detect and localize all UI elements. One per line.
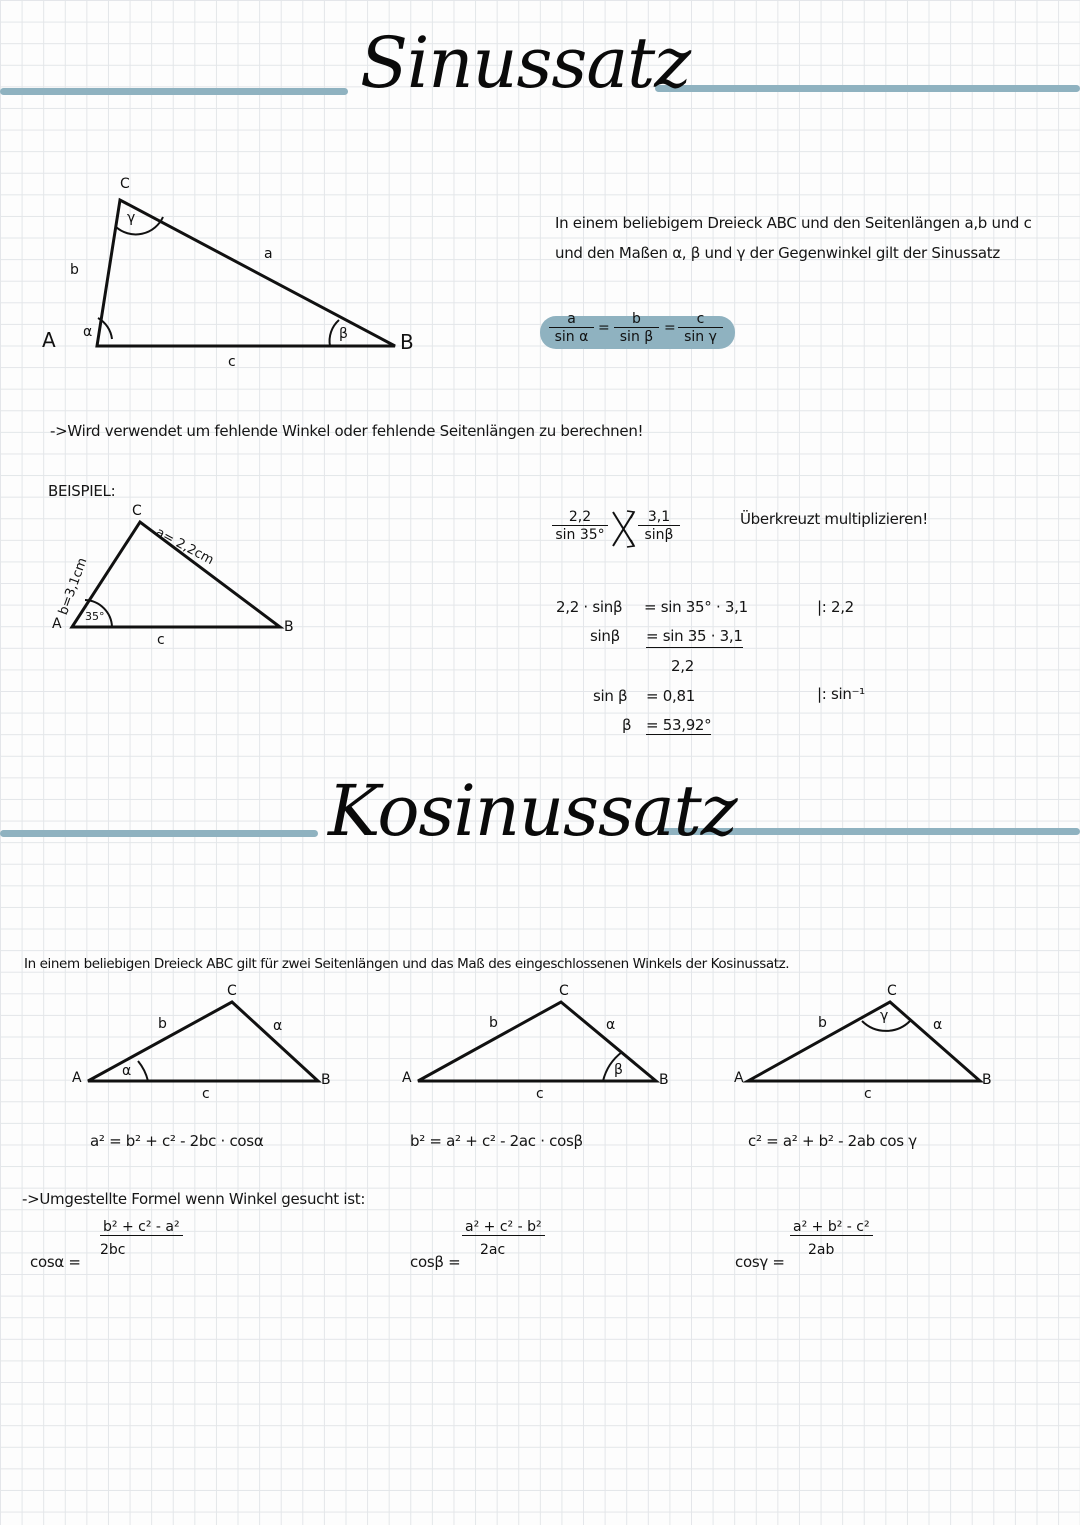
kt2-vertex-b: B <box>659 1072 669 1088</box>
step3-lhs: sin β <box>593 687 628 705</box>
step2-lhs: sinβ <box>590 627 620 645</box>
kt3-vertex-c: C <box>887 983 897 999</box>
kt3-vertex-b: B <box>982 1072 992 1088</box>
sinus-side-c: c <box>228 354 236 370</box>
kt1-side-alpha: α <box>273 1018 283 1034</box>
kt2-formula: b² = a² + c² - 2ac · cosβ <box>410 1132 583 1150</box>
kt2-side-b: b <box>489 1015 498 1031</box>
kt2-side-c: c <box>536 1086 544 1102</box>
cross-frac-left: $\frac{2,2}{\sin 35^\circ}$ <box>552 509 608 543</box>
cross-note: Überkreuzt multiplizieren! <box>740 510 928 528</box>
step3-rhs: = 0,81 <box>646 687 695 705</box>
sinus-vertex-b: B <box>400 330 414 354</box>
sinus-side-b: b <box>70 262 79 278</box>
step1-op: |: 2,2 <box>817 598 854 616</box>
sinus-side-a: a <box>264 246 273 262</box>
sinus-angle-alpha: α <box>83 324 93 340</box>
kosinus-title: Kosinussatz <box>328 770 737 852</box>
example-side-a-length: a= 2,2cm <box>152 525 217 569</box>
example-label: BEISPIEL: <box>48 482 116 500</box>
sinus-formula-frac-c: $\frac{c}{\text{sin γ}}$ <box>678 311 723 345</box>
rearr2-lhs: cosβ = <box>410 1253 461 1271</box>
kt3-side-b: b <box>818 1015 827 1031</box>
step4-rhs: = 53,92° <box>646 716 712 734</box>
sinus-angle-beta: β <box>339 326 348 342</box>
rearr3-lhs: cosγ = <box>735 1253 785 1271</box>
kt3-side-c: c <box>864 1086 872 1102</box>
sinus-intro-line2: und den Maßen α, β und γ der Gegenwinkel gilt der Sinussatz <box>555 244 1000 262</box>
example-side-b-length: b=3,1cm <box>56 555 91 618</box>
kosinus-intro: In einem beliebigen Dreieck ABC gilt für zwei Seitenlängen und das Maß des eingeschlossenen Winkels der Kosinussatz. <box>24 956 790 972</box>
rearr1-lhs: cosα = <box>30 1253 81 1271</box>
sinus-formula-eq2: = <box>664 320 676 336</box>
sinus-angle-gamma: γ <box>127 210 136 226</box>
rearr3-frac: $\frac{\text{a² + b² - c²}}{2ab}$ <box>790 1219 873 1258</box>
kt1-side-b: b <box>158 1016 167 1032</box>
kt1-angle: α <box>122 1063 132 1079</box>
example-side-c: c <box>157 632 165 648</box>
sinus-usage: ->Wird verwendet um fehlende Winkel oder fehlende Seitenlängen zu berechnen! <box>50 422 644 440</box>
kt3-angle: γ <box>880 1008 889 1024</box>
sinus-formula-eq1: = <box>598 320 610 336</box>
kt3-vertex-a: A <box>734 1070 744 1086</box>
kt1-vertex-c: C <box>227 983 237 999</box>
sinus-formula-frac-a: $\frac{a}{\text{sin α}}$ <box>549 311 594 345</box>
kt3-side-alpha: α <box>933 1017 943 1033</box>
step1-lhs: 2,2 · sinβ <box>556 598 623 616</box>
kt2-vertex-c: C <box>559 983 569 999</box>
kt1-vertex-a: A <box>72 1070 82 1086</box>
step2-rhs: = sin 35 · 3,1 <box>646 627 743 648</box>
rearranged-label: ->Umgestellte Formel wenn Winkel gesucht ist: <box>22 1190 366 1208</box>
step3-op: |: sin⁻¹ <box>817 685 865 703</box>
sinus-vertex-a: A <box>42 328 56 352</box>
step4-lhs: β <box>622 716 632 734</box>
kt2-vertex-a: A <box>402 1070 412 1086</box>
example-vertex-c: C <box>132 503 142 519</box>
kt1-vertex-b: B <box>321 1072 331 1088</box>
rearr1-frac: $\frac{\text{b² + c² - a²}}{2bc}$ <box>100 1219 183 1258</box>
example-angle: 35° <box>85 610 105 623</box>
kt2-angle: β <box>614 1062 623 1078</box>
kt1-formula: a² = b² + c² - 2bc · cosα <box>90 1132 264 1150</box>
cross-frac-right: $\frac{3,1}{\sin\beta}$ <box>638 509 680 543</box>
kt2-side-alpha: α <box>606 1017 616 1033</box>
step1-rhs: = sin 35° · 3,1 <box>644 598 748 616</box>
sinus-formula-frac-b: $\frac{b}{\text{sin β}}$ <box>614 311 659 345</box>
rearr2-frac: $\frac{\text{a² + c² - b²}}{2ac}$ <box>462 1219 545 1258</box>
sinus-intro-line1: In einem beliebigem Dreieck ABC und den Seitenlängen a,b und c <box>555 214 1032 232</box>
kt1-side-c: c <box>202 1086 210 1102</box>
sinus-vertex-c: C <box>120 176 130 192</box>
example-vertex-a: A <box>52 616 62 632</box>
example-vertex-b: B <box>284 619 294 635</box>
sinus-title: Sinussatz <box>360 22 691 104</box>
kt3-formula: c² = a² + b² - 2ab cos γ <box>748 1132 917 1150</box>
step2-den: 2,2 <box>671 657 694 675</box>
